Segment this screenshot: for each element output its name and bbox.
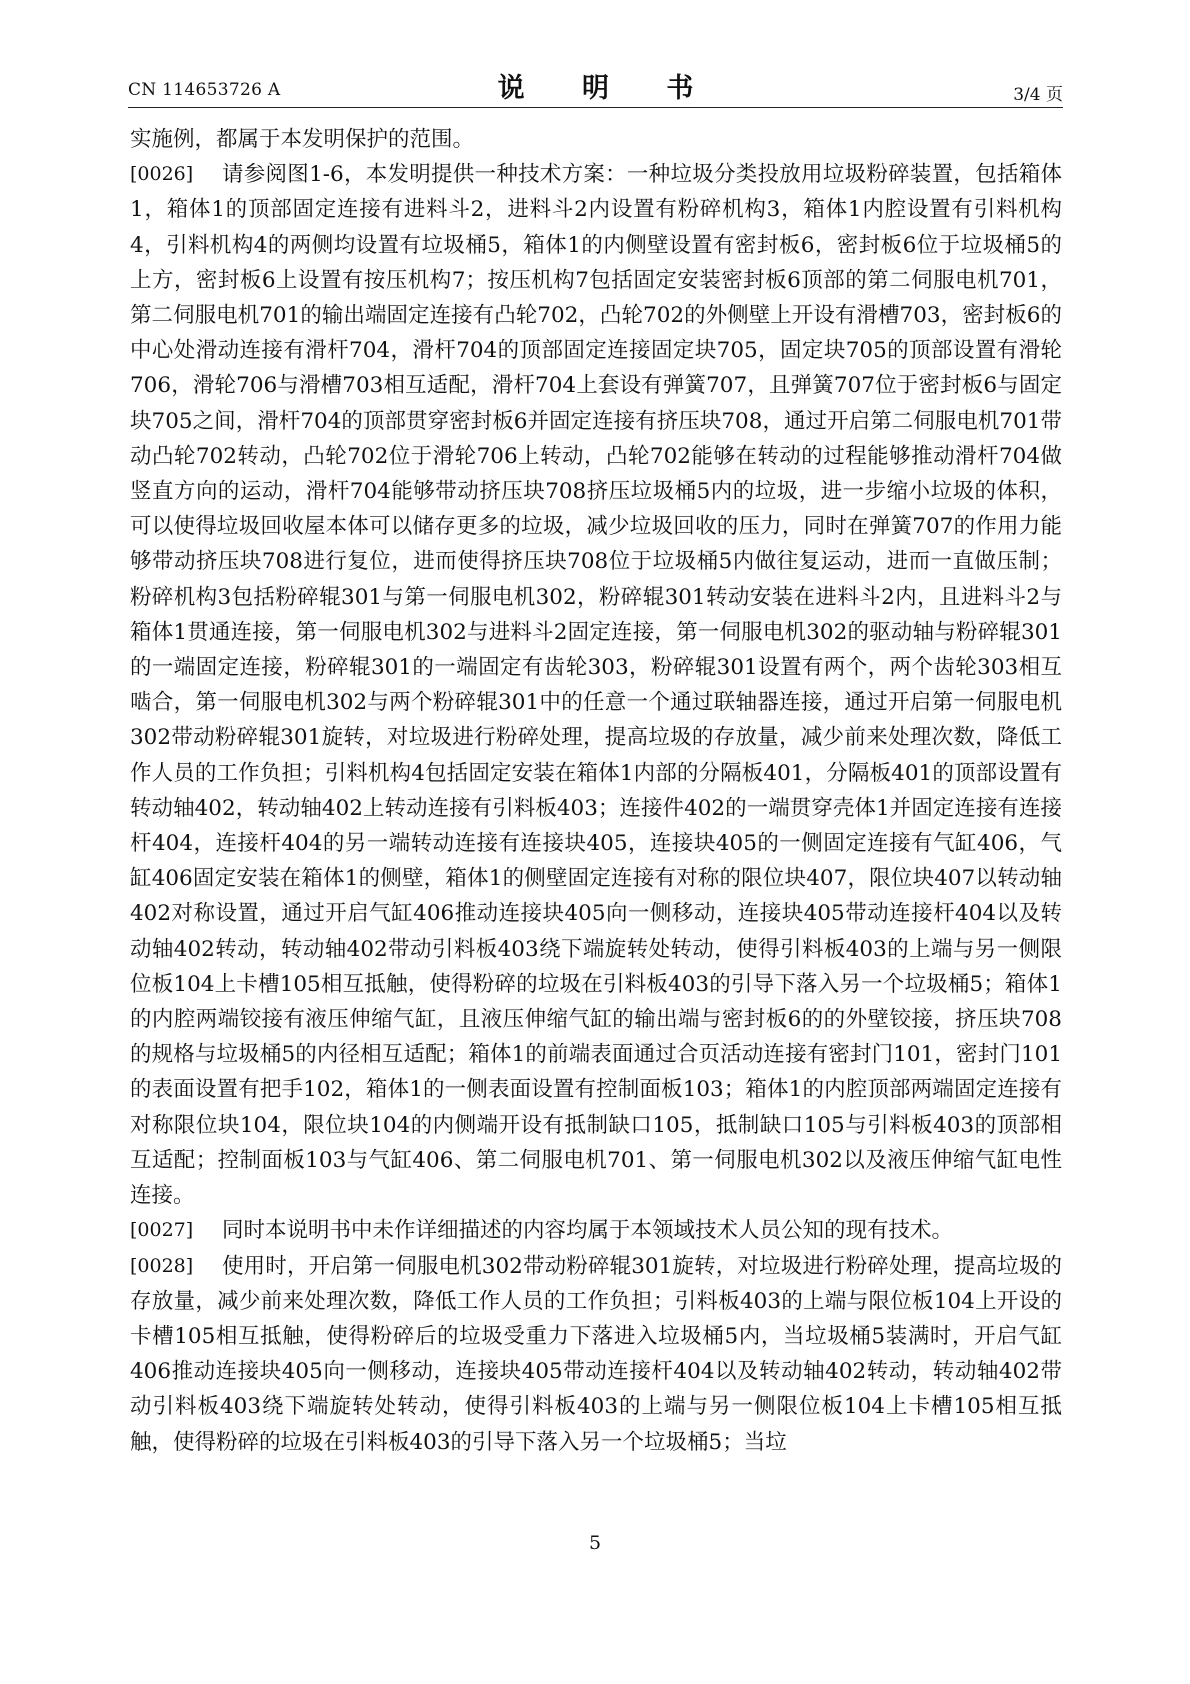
paragraph-text: 使用时，开启第一伺服电机302带动粉碎辊301旋转，对垃圾进行粉碎处理，提高垃圾的存放量，减少前来处理次数，降低工作人员的工作负担；引料板403的上端与限位板104上开设的卡槽105相互抵触，使得粉碎后的垃圾受重力下落进入垃圾桶5内，当垃圾桶5装满时，开启气缸406推动连接块405向一侧移动，连接块405带动连接杆404以及转动轴402转动，转动轴402带动引料板403绕下端旋转处转动，使得引料板403的上端与另一侧限位板104上卡槽105相互抵触，使得粉碎的垃圾在引料板403的引导下落入另一个垃圾桶5；当垃 [130, 1253, 1062, 1455]
document-body [130, 122, 1062, 1460]
publication-number: CN 114653726 A [128, 80, 281, 100]
paragraph-continuation [130, 122, 1062, 157]
paragraph-number: [0027] [130, 1219, 194, 1242]
paragraph-text: 实施例，都属于本发明保护的范围。 [130, 127, 475, 152]
page-indicator: 3/4 页 [1013, 85, 1063, 105]
paragraph-number: [0028] [130, 1254, 194, 1277]
page-header [128, 66, 1063, 106]
paragraph-text: 请参阅图1-6，本发明提供一种技术方案：一种垃圾分类投放用垃圾粉碎装置，包括箱体1，箱体1的顶部固定连接有进料斗2，进料斗2内设置有粉碎机构3，箱体1内腔设置有引料机构4，引料机构4的两侧均设置有垃圾桶5，箱体1的内侧壁设置有密封板6，密封板6位于垃圾桶5的上方，密封板6上设置有按压机构7；按压机构7包括固定安装密封板6顶部的第二伺服电机701，第二伺服电机701的输出端固定连接有凸轮702，凸轮702的外侧壁上开设有滑槽703，密封板6的中心处滑动连接有滑杆704，滑杆704的顶部固定连接固定块705，固定块705的顶部设置有滑轮706，滑轮706与滑槽703相互适配，滑杆704上套设有弹簧707，且弹簧707位于密封板6与固定块705之间，滑杆704的顶部贯穿密封板6并固定连接有挤压块708，通过开启第二伺服电机701带动凸轮702转动，凸轮702位于滑轮706上转动，凸轮702能够在转动的过程能够推动滑杆704做竖直方向的运动，滑杆704能够带动挤压块708挤压垃圾桶5内的垃圾，进一步缩小垃圾的体积，可以使得垃圾回收屋本体可以储存更多的垃圾，减少垃圾回收的压力，同时在弹簧707的作用力能够带动挤压块708进行复位，进而使得挤压块708位于垃圾桶5内做往复运动，进而一直做压制；粉碎机构3包括粉碎辊301与第一伺服电机302，粉碎辊301转动安装在进料斗2内，且进料斗2与箱体1贯通连接，第一伺服电机302与进料斗2固定连接，第一伺服电机302的驱动轴与粉碎辊301的一端固定连接，粉碎辊301的一端固定有齿轮303，粉碎辊301设置有两个，两个齿轮303相互啮合，第一伺服电机302与两个粉碎辊301中的任意一个通过联轴器连接，通过开启第一伺服电机302带动粉碎辊301旋转，对垃圾进行粉碎处理，提高垃圾的存放量，减少前来处理次数，降低工作人员的工作负担；引料机构4包括固定安装在箱体1内部的分隔板401，分隔板401的顶部设置有转动轴402，转动轴402上转动连接有引料板403；连接件402的一端贯穿壳体1并固定连接有连接杆404，连接杆404的另一端转动连接有连接块405，连接块405的一侧固定连接有气缸406，气缸406固定安装在箱体1的侧壁，箱体1的侧壁固定连接有对称的限位块407，限位块407以转动轴402对称设置，通过开启气缸406推动连接块405向一侧移动，连接块405带动连接杆404以及转动轴402转动，转动轴402带动引料板403绕下端旋转处转动，使得引料板403的上端与另一侧限位板104上卡槽105相互抵触，使得粉碎的垃圾在引料板403的引导下落入另一个垃圾桶5；箱体1的内腔两端铰接有液压伸缩气缸，且液压伸缩气缸的输出端与密封板6的的外壁铰接，挤压块708的规格与垃圾桶5的内径相互适配；箱体1的前端表面通过合页活动连接有密封门101，密封门101的表面设置有把手102，箱体1的一侧表面设置有控制面板103；箱体1的内腔顶部两端固定连接有对称限位块104，限位块104的内侧端开设有抵制缺口105，抵制缺口105与引料板403的顶部相互适配；控制面板103与气缸406、第二伺服电机701、第一伺服电机302以及液压伸缩气缸电性连接。 [130, 162, 1062, 1209]
paragraph-text: 同时本说明书中未作详细描述的内容均属于本领域技术人员公知的现有技术。 [222, 1218, 954, 1244]
paragraph-0027 [130, 1213, 1062, 1248]
paragraph-number: [0026] [130, 163, 194, 186]
paragraph-0028 [130, 1249, 1062, 1460]
header-divider [128, 107, 1063, 108]
paragraph-0026 [130, 157, 1062, 1213]
document-title: 说 明 书 [497, 73, 718, 104]
page-number: 5 [588, 1532, 602, 1554]
